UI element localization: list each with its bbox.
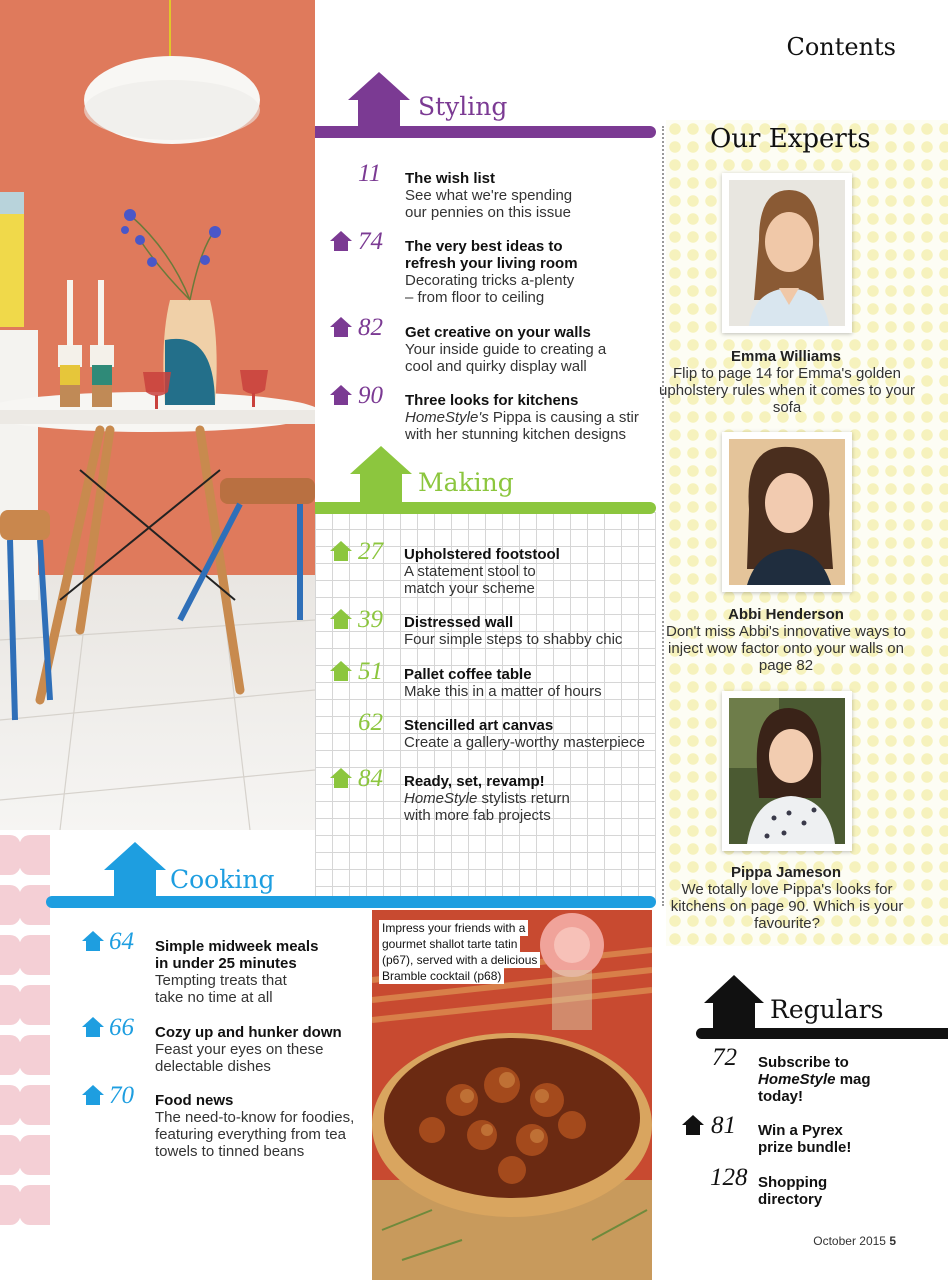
house-icon	[704, 975, 764, 1031]
house-icon	[104, 842, 166, 900]
entry-title: Ready, set, revamp!	[404, 773, 545, 790]
entry-title: Simple midweek meals in under 25 minutes	[155, 938, 319, 972]
page-number: 66	[109, 1014, 134, 1041]
page-number: 90	[358, 382, 383, 409]
food-caption: Impress your friends with a gourmet shallot tarte tatin (p67), served with a delicious Bramble cocktail (p68)	[379, 920, 549, 984]
expert-desc: Flip to page 14 for Emma's golden upholstery rules when it comes to your sofa	[659, 365, 915, 416]
entry-title: Get creative on your walls	[405, 324, 591, 341]
page-title: Contents	[786, 33, 896, 61]
house-icon	[682, 1115, 704, 1135]
pink-scallop-decoration	[0, 830, 60, 1230]
entry-title: Stencilled art canvas	[404, 717, 554, 734]
entry-title: Cozy up and hunker down	[155, 1024, 342, 1041]
page-number: 84	[358, 765, 383, 792]
expert-photo-frame	[722, 173, 852, 333]
house-icon	[82, 1085, 104, 1105]
cooking-heading: Cooking	[170, 865, 275, 894]
page-number: 27	[358, 538, 383, 565]
house-icon	[330, 231, 352, 251]
column-divider	[662, 126, 664, 906]
entry-title: Distressed wall	[404, 614, 514, 631]
entry-desc: Create a gallery-worthy masterpiece	[404, 734, 645, 751]
house-icon	[82, 1017, 104, 1037]
page-number: 51	[358, 658, 383, 685]
entry-title: Shopping directory	[758, 1174, 828, 1208]
entry-desc: HomeStyle's Pippa is causing a stir with her stunning kitchen designs	[405, 409, 639, 443]
entry-desc: HomeStyle stylists return with more fab projects	[404, 790, 570, 824]
entry-desc: Make this in a matter of hours	[404, 683, 602, 700]
house-icon	[330, 385, 352, 405]
expert-name: Pippa Jameson	[730, 864, 842, 881]
entry-desc: Feast your eyes on these delectable dishes	[155, 1041, 324, 1075]
entry-desc: See what we're spending our pennies on this issue	[405, 187, 573, 221]
house-icon	[348, 72, 410, 130]
page-number: 81	[711, 1112, 736, 1139]
regulars-heading: Regulars	[770, 995, 884, 1024]
entry-title: Three looks for kitchens	[405, 392, 579, 409]
making-bar	[315, 502, 656, 514]
page-number: 64	[109, 928, 134, 955]
expert-desc: We totally love Pippa's looks for kitchens on page 90. Which is your favourite?	[670, 881, 904, 932]
cooking-bar	[46, 896, 656, 908]
hero-photo	[0, 0, 315, 830]
entry-desc: Decorating tricks a-plenty – from floor to ceiling	[405, 272, 575, 306]
page-number: 72	[712, 1044, 737, 1071]
expert-name: Emma Williams	[731, 348, 841, 365]
expert-photo-frame	[722, 432, 852, 592]
house-icon	[330, 317, 352, 337]
house-icon	[330, 541, 352, 561]
house-icon	[330, 661, 352, 681]
expert-name: Abbi Henderson	[728, 606, 844, 623]
entry-desc: Four simple steps to shabby chic	[404, 631, 623, 648]
styling-bar	[315, 126, 656, 138]
page-number: 74	[358, 228, 383, 255]
entry-title: The wish list	[405, 170, 496, 187]
entry-title: Pallet coffee table	[404, 666, 532, 683]
making-heading: Making	[418, 468, 514, 497]
house-icon	[82, 931, 104, 951]
entry-title: Food news	[155, 1092, 234, 1109]
page-number: 62	[358, 709, 383, 736]
expert-portrait	[729, 180, 845, 326]
page-number: 70	[109, 1082, 134, 1109]
entry-title: Subscribe to HomeStyle mag today!	[758, 1054, 871, 1105]
page-number-footer: 5	[889, 1234, 896, 1248]
page-number: 11	[358, 160, 382, 187]
entry-title: Upholstered footstool	[404, 546, 560, 563]
entry-desc: The need-to-know for foodies, featuring everything from tea towels to tinned beans	[155, 1109, 355, 1160]
entry-desc: Tempting treats that take no time at all	[155, 972, 287, 1006]
entry-desc: A statement stool to match your scheme	[404, 563, 536, 597]
page-number: 82	[358, 314, 383, 341]
house-icon	[330, 768, 352, 788]
regulars-bar	[696, 1028, 948, 1039]
experts-heading: Our Experts	[710, 124, 871, 154]
expert-portrait	[729, 698, 845, 844]
expert-portrait	[729, 439, 845, 585]
entry-title: Win a Pyrex prize bundle!	[758, 1122, 852, 1156]
expert-desc: Don't miss Abbi's innovative ways to inject wow factor onto your walls on page 82	[666, 623, 906, 674]
page-footer	[813, 1234, 896, 1248]
house-icon	[350, 446, 412, 504]
issue-date: October 2015	[813, 1234, 886, 1248]
house-icon	[330, 609, 352, 629]
entry-title: The very best ideas to refresh your living room	[405, 238, 578, 272]
page-number: 39	[358, 606, 383, 633]
page-number: 128	[710, 1164, 748, 1191]
expert-photo-frame	[722, 691, 852, 851]
entry-desc: Your inside guide to creating a cool and quirky display wall	[405, 341, 607, 375]
styling-heading: Styling	[418, 92, 508, 121]
